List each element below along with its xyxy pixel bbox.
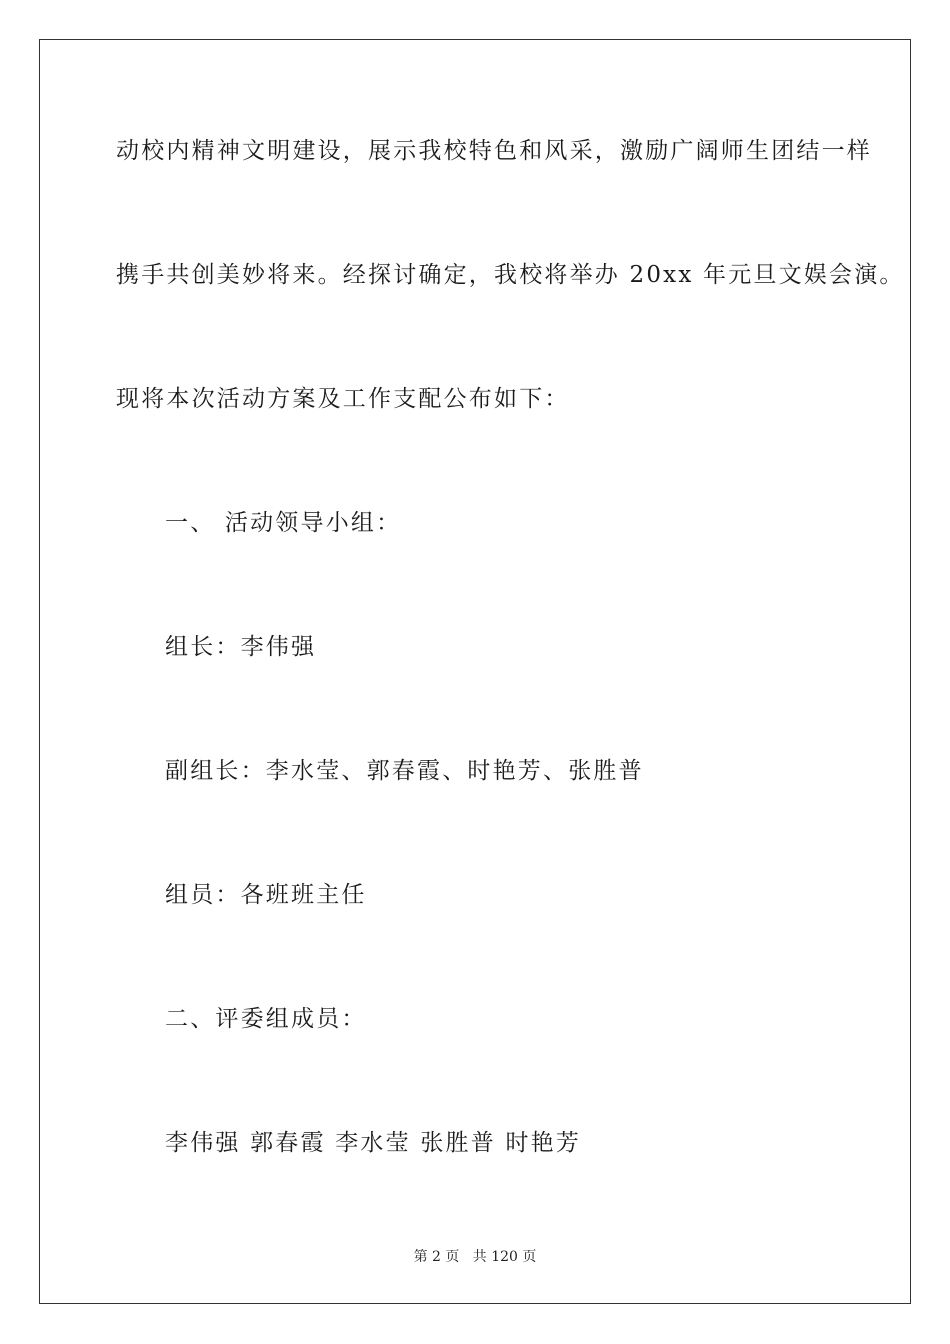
body-paragraph: 携手共创美妙将来。经探讨确定，我校将举办 20xx 年元旦文娱会演。 <box>116 262 905 288</box>
page-border <box>39 39 911 1304</box>
body-paragraph: 现将本次活动方案及工作支配公布如下： <box>116 386 570 412</box>
section-heading: 一、 活动领导小组： <box>165 510 402 536</box>
page-number: 第 2 页 <box>413 1249 460 1265</box>
leader-line: 组长：李伟强 <box>165 634 317 660</box>
section-heading: 二、评委组成员： <box>165 1006 367 1032</box>
members-line: 组员：各班班主任 <box>165 882 367 908</box>
page-total: 共 120 页 <box>472 1249 537 1265</box>
judges-line: 李伟强 郭春霞 李水莹 张胜普 时艳芳 <box>165 1130 582 1156</box>
page-footer <box>0 1247 950 1267</box>
deputy-leader-line: 副组长：李水莹、郭春霞、时艳芳、张胜普 <box>165 758 644 784</box>
body-paragraph: 动校内精神文明建设，展示我校特色和风采，激励广阔师生团结一样 <box>116 138 872 164</box>
